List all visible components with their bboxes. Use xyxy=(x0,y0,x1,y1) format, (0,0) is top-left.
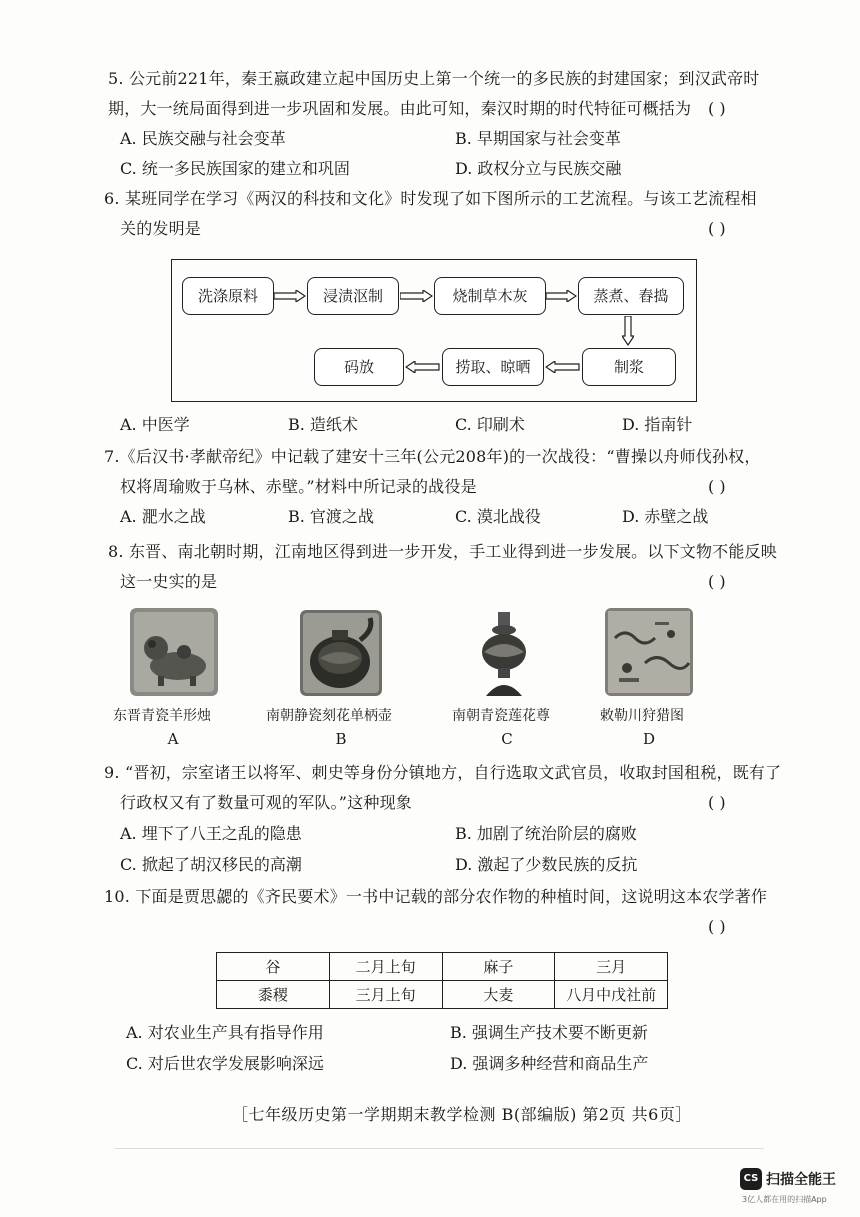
brand-name: 扫描全能王 xyxy=(766,1172,836,1188)
brand-tagline: 3亿人都在用的扫描App xyxy=(742,1195,827,1204)
table-cell: 八月中戊社前 xyxy=(555,981,668,1009)
table-row xyxy=(217,981,668,1009)
page-footer: ［七年级历史第一学期期末教学检测 B(部编版) 第2页 共6页］ xyxy=(232,1105,692,1124)
q10-stem-line1: 10. 下面是贾思勰的《齐民要术》一书中记载的部分农作物的种植时间，这说明这本农学著作 xyxy=(104,887,768,906)
q7-stem-line2: 权将周瑜败于乌林、赤壁。”材料中所记录的战役是 xyxy=(120,477,477,496)
table-cell: 黍稷 xyxy=(217,981,330,1009)
table-cell: 大麦 xyxy=(442,981,555,1009)
flow-step-5: 制浆 xyxy=(582,348,676,386)
q9-option-a: A. 埋下了八王之乱的隐患 xyxy=(120,824,302,843)
q7-option-b: B. 官渡之战 xyxy=(288,507,374,526)
relic-lotus-vessel-image xyxy=(474,612,534,698)
q5-stem-line1: 5. 公元前221年，秦王嬴政建立起中国历史上第一个统一的多民族的封建国家；到汉武帝时 xyxy=(108,69,760,88)
q6-stem-line2: 关的发明是 xyxy=(120,219,202,238)
arrow-left-icon xyxy=(405,361,440,373)
q9-option-d: D. 激起了少数民族的反抗 xyxy=(455,855,638,874)
q7-stem-line1: 7.《后汉书·孝献帝纪》中记载了建安十三年(公元208年)的一次战役：“曹操以舟师伐孙权， xyxy=(104,447,761,466)
q6-stem-line1: 6. 某班同学在学习《两汉的科技和文化》时发现了如下图所示的工艺流程。与该工艺流程相 xyxy=(104,189,757,208)
q6-option-a: A. 中医学 xyxy=(120,415,190,434)
relic-d-letter: D xyxy=(642,730,656,748)
relic-a-letter: A xyxy=(167,730,179,748)
q8-answer-blank: ( ) xyxy=(708,572,726,591)
q9-stem-line2: 行政权又有了数量可观的军队。”这种现象 xyxy=(120,793,412,812)
q10-option-d: D. 强调多种经营和商品生产 xyxy=(450,1054,649,1073)
q10-option-c: C. 对后世农学发展影响深远 xyxy=(126,1054,324,1073)
q5-option-a: A. 民族交融与社会变革 xyxy=(120,129,286,148)
q6-option-b: B. 造纸术 xyxy=(288,415,358,434)
q10-option-a: A. 对农业生产具有指导作用 xyxy=(126,1023,324,1042)
q7-option-a: A. 淝水之战 xyxy=(120,507,206,526)
q8-stem-line1: 8. 东晋、南北朝时期，江南地区得到进一步开发，手工业得到进一步发展。以下文物不能反映 xyxy=(108,542,777,561)
arrow-right-icon xyxy=(274,290,306,302)
q9-option-c: C. 掀起了胡汉移民的高潮 xyxy=(120,855,302,874)
crop-planting-table xyxy=(216,952,668,1009)
arrow-right-icon xyxy=(400,290,433,302)
relic-a-caption: 东晋青瓷羊形烛 xyxy=(113,708,211,724)
relic-hunting-mural-image xyxy=(605,608,693,696)
relic-ewer-image xyxy=(300,610,382,696)
q10-answer-blank: ( ) xyxy=(708,917,726,936)
q9-option-b: B. 加剧了统治阶层的腐败 xyxy=(455,824,637,843)
table-cell: 三月 xyxy=(555,953,668,981)
q9-answer-blank: ( ) xyxy=(708,793,726,812)
relic-b-caption: 南朝静瓷刻花单柄壶 xyxy=(266,708,392,724)
table-cell: 三月上旬 xyxy=(329,981,442,1009)
table-cell: 谷 xyxy=(217,953,330,981)
table-cell: 麻子 xyxy=(442,953,555,981)
q7-answer-blank: ( ) xyxy=(708,477,726,496)
flow-step-2: 浸渍沤制 xyxy=(307,277,399,315)
flow-step-3: 烧制草木灰 xyxy=(434,277,546,315)
papermaking-flowchart xyxy=(171,259,697,402)
q7-option-c: C. 漠北战役 xyxy=(455,507,541,526)
relic-b-letter: B xyxy=(335,730,347,748)
q5-option-b: B. 早期国家与社会变革 xyxy=(455,129,621,148)
relic-sheep-candlestick-image xyxy=(130,608,218,696)
flow-step-1: 洗涤原料 xyxy=(182,277,274,315)
relic-c-letter: C xyxy=(501,730,513,748)
relic-d-caption: 敕勒川狩猎图 xyxy=(600,708,684,724)
q6-option-c: C. 印刷术 xyxy=(455,415,525,434)
camscanner-logo-icon: CS xyxy=(740,1168,762,1190)
q5-answer-blank: ( ) xyxy=(708,99,726,118)
arrow-left-icon xyxy=(545,361,580,373)
relic-c-caption: 南朝青瓷莲花尊 xyxy=(452,708,550,724)
q5-option-c: C. 统一多民族国家的建立和巩固 xyxy=(120,159,350,178)
flow-step-4: 蒸煮、舂捣 xyxy=(578,277,684,315)
divider xyxy=(114,1148,764,1149)
q8-stem-line2: 这一史实的是 xyxy=(120,572,218,591)
arrow-right-icon xyxy=(546,290,577,302)
q9-stem-line1: 9. “晋初，宗室诸王以将军、刺史等身份分镇地方，自行选取文武官员，收取封国租税，既有了 xyxy=(104,763,782,782)
q6-option-d: D. 指南针 xyxy=(622,415,693,434)
table-row xyxy=(217,953,668,981)
q5-stem-line2: 期，大一统局面得到进一步巩固和发展。由此可知，秦汉时期的时代特征可概括为 xyxy=(108,99,692,118)
q5-option-d: D. 政权分立与民族交融 xyxy=(455,159,622,178)
table-cell: 二月上旬 xyxy=(329,953,442,981)
flow-step-6: 捞取、晾晒 xyxy=(442,348,544,386)
flow-step-7: 码放 xyxy=(314,348,404,386)
q6-answer-blank: ( ) xyxy=(708,219,726,238)
q7-option-d: D. 赤壁之战 xyxy=(622,507,709,526)
q10-option-b: B. 强调生产技术要不断更新 xyxy=(450,1023,648,1042)
arrow-down-icon xyxy=(622,316,634,346)
